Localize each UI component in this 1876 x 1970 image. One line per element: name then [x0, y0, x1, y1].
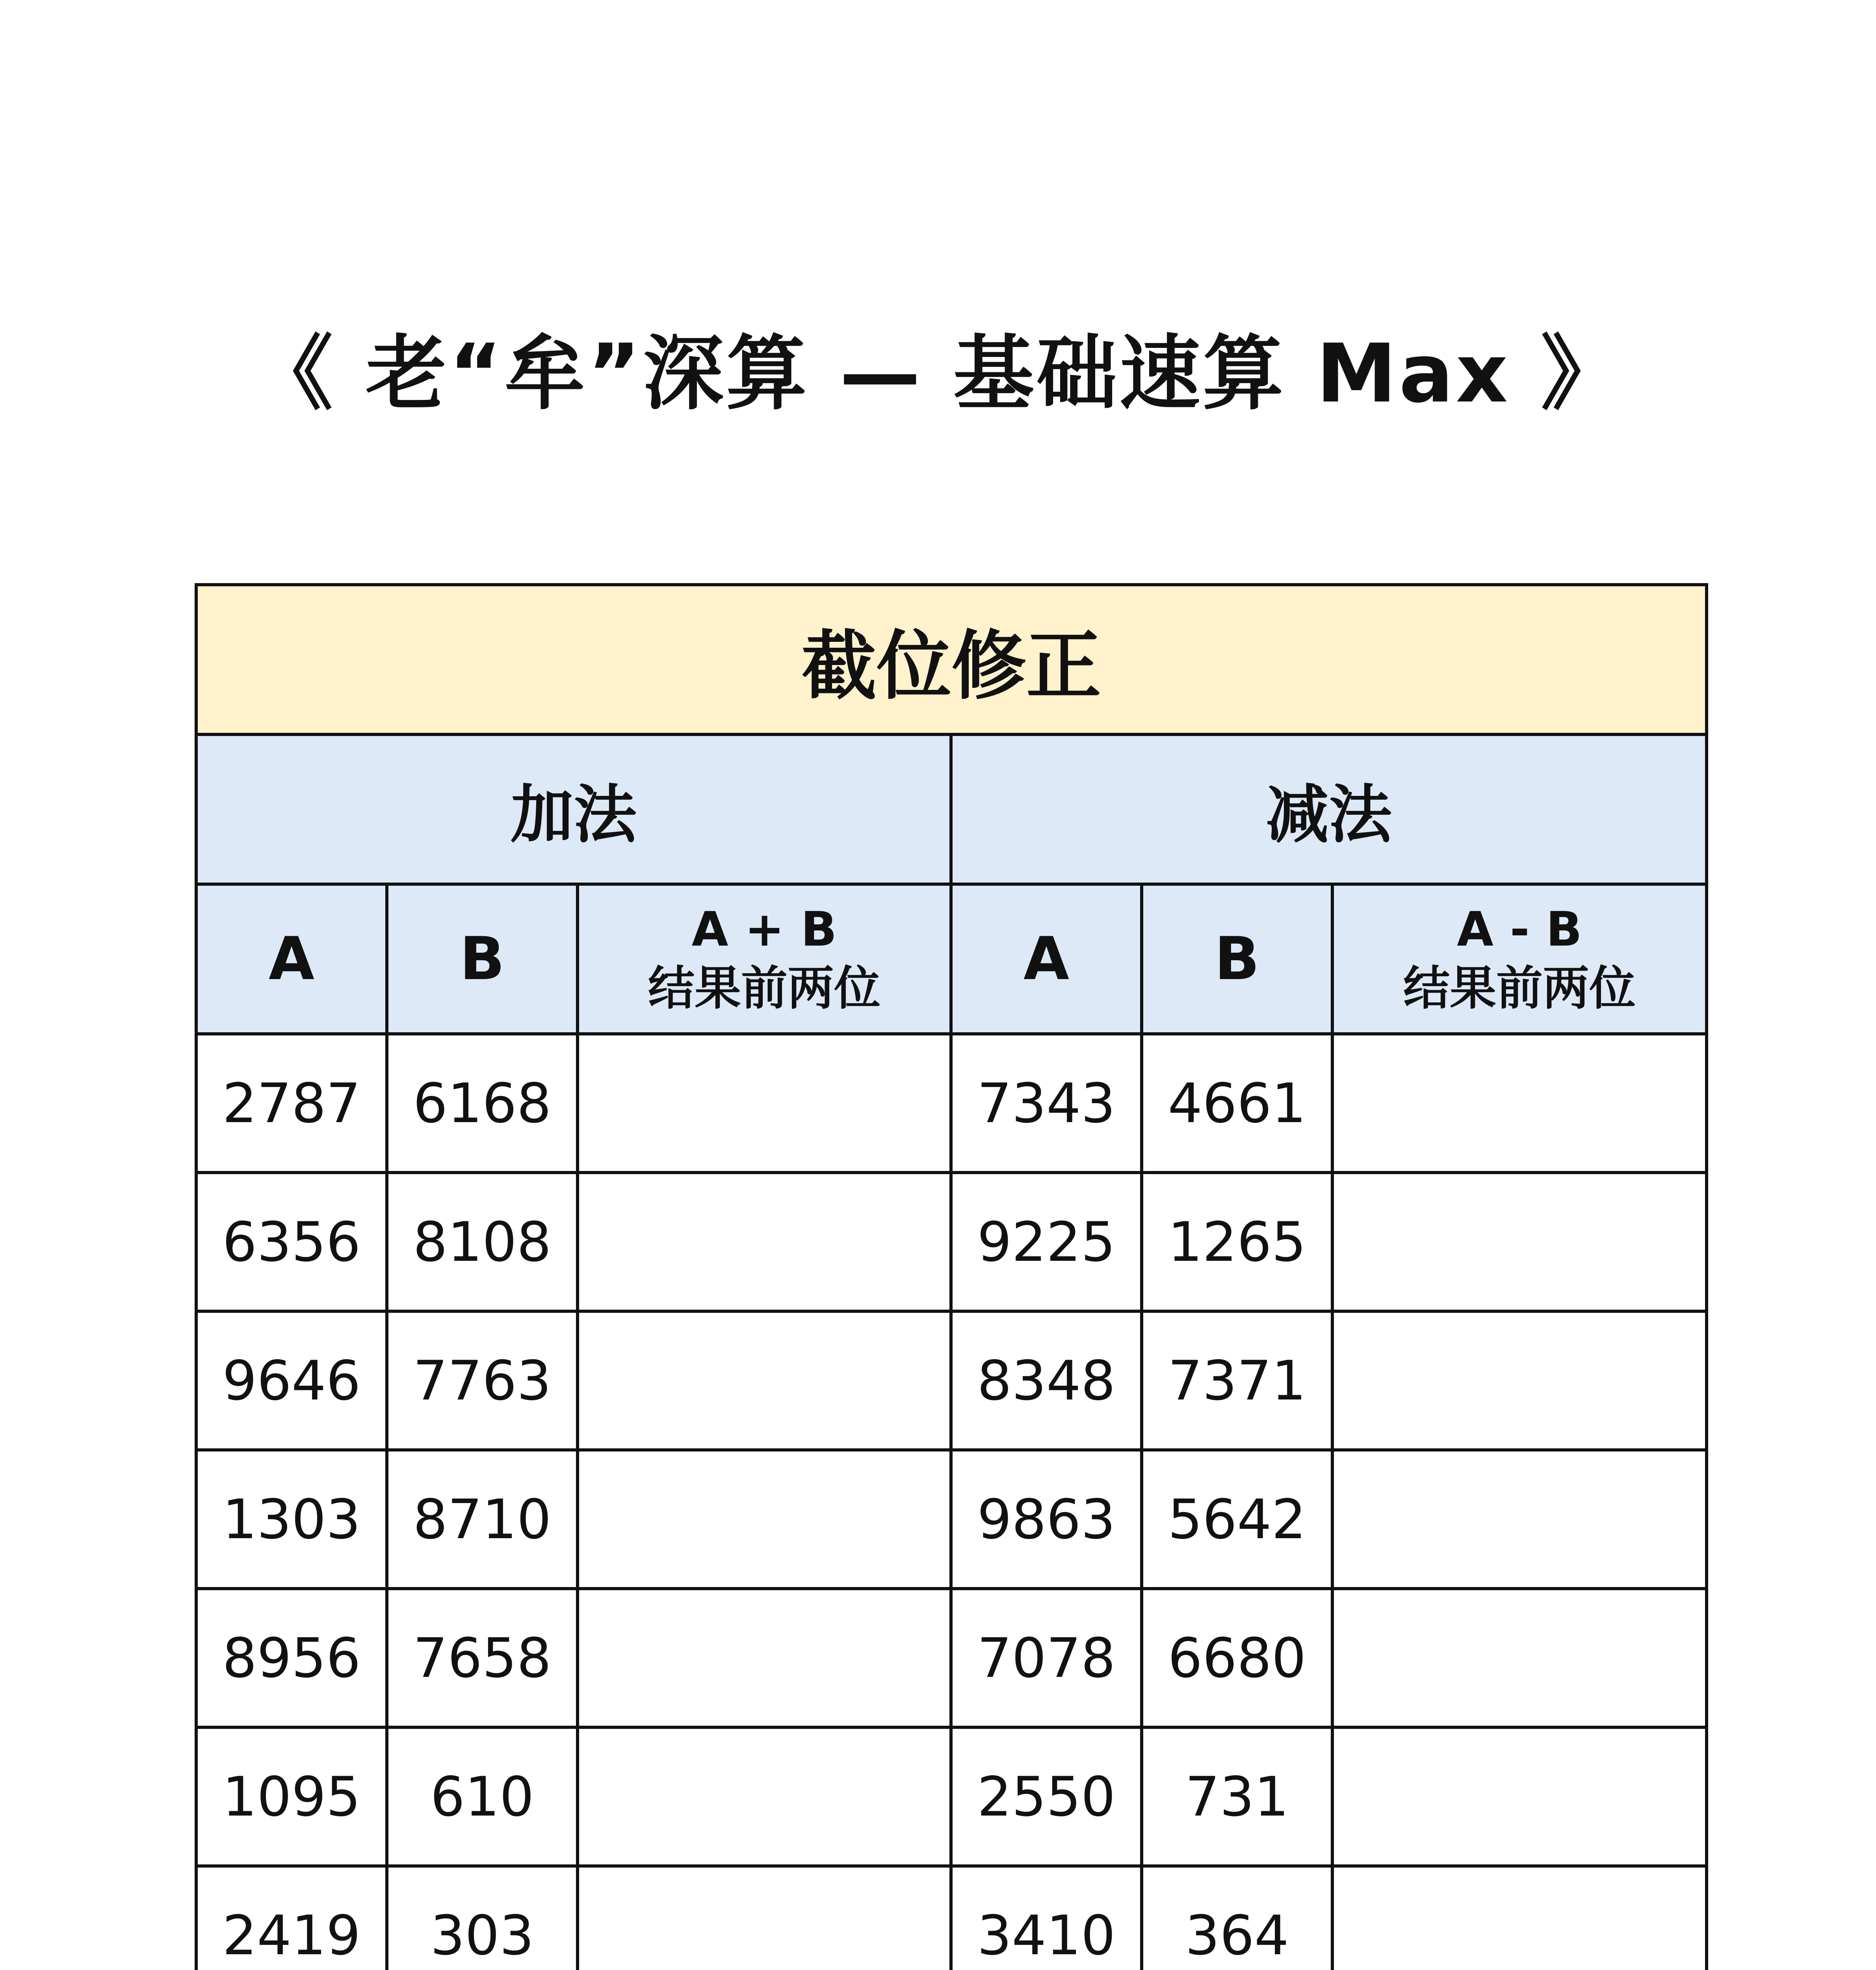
add-b-cell: 303	[387, 1866, 578, 1970]
sub-b-cell: 6680	[1142, 1589, 1332, 1727]
add-b-cell: 610	[387, 1727, 578, 1866]
sub-answer-cell[interactable]	[1332, 1311, 1707, 1450]
banner-row	[196, 585, 1707, 734]
col-header-sub-b: B	[1142, 884, 1332, 1034]
add-b-cell: 6168	[387, 1034, 578, 1173]
sub-b-cell: 7371	[1142, 1311, 1332, 1450]
add-answer-cell[interactable]	[578, 1866, 951, 1970]
table-row	[196, 1450, 1707, 1589]
add-a-cell: 8956	[196, 1589, 387, 1727]
sub-b-cell: 731	[1142, 1727, 1332, 1866]
worksheet-table	[195, 583, 1708, 1970]
sub-answer-cell[interactable]	[1332, 1727, 1707, 1866]
col-header-add-b: B	[387, 884, 578, 1034]
add-a-cell: 1095	[196, 1727, 387, 1866]
add-answer-cell[interactable]	[578, 1034, 951, 1173]
sub-a-cell: 3410	[951, 1866, 1142, 1970]
sub-b-cell: 4661	[1142, 1034, 1332, 1173]
section-addition: 加法	[196, 734, 951, 884]
add-b-cell: 8108	[387, 1173, 578, 1311]
sub-result-caption: 结果前两位	[1403, 961, 1636, 1016]
sub-operation-label: A - B	[1457, 902, 1582, 957]
add-answer-cell[interactable]	[578, 1450, 951, 1589]
add-a-cell: 2787	[196, 1034, 387, 1173]
table-row	[196, 1866, 1707, 1970]
sub-a-cell: 7343	[951, 1034, 1142, 1173]
add-answer-cell[interactable]	[578, 1727, 951, 1866]
page-title: 《 老“牟”深算 — 基础速算 Max 》	[252, 327, 1624, 421]
table-row	[196, 1034, 1707, 1173]
table-row	[196, 1173, 1707, 1311]
section-header-row	[196, 734, 1707, 884]
add-a-cell: 6356	[196, 1173, 387, 1311]
col-header-add-result	[578, 884, 951, 1034]
sub-a-cell: 9863	[951, 1450, 1142, 1589]
col-header-sub-result	[1332, 884, 1707, 1034]
add-operation-label: A + B	[691, 902, 837, 957]
section-subtraction: 减法	[951, 734, 1707, 884]
add-a-cell: 1303	[196, 1450, 387, 1589]
col-header-add-a: A	[196, 884, 387, 1034]
sub-b-cell: 1265	[1142, 1173, 1332, 1311]
sub-a-cell: 9225	[951, 1173, 1142, 1311]
add-b-cell: 7763	[387, 1311, 578, 1450]
add-b-cell: 7658	[387, 1589, 578, 1727]
add-answer-cell[interactable]	[578, 1173, 951, 1311]
add-b-cell: 8710	[387, 1450, 578, 1589]
add-answer-cell[interactable]	[578, 1589, 951, 1727]
sub-a-cell: 8348	[951, 1311, 1142, 1450]
sub-b-cell: 5642	[1142, 1450, 1332, 1589]
sub-a-cell: 7078	[951, 1589, 1142, 1727]
banner-title: 截位修正	[196, 585, 1707, 734]
add-a-cell: 9646	[196, 1311, 387, 1450]
sub-answer-cell[interactable]	[1332, 1866, 1707, 1970]
sub-b-cell: 364	[1142, 1866, 1332, 1970]
add-answer-cell[interactable]	[578, 1311, 951, 1450]
col-header-sub-a: A	[951, 884, 1142, 1034]
sub-a-cell: 2550	[951, 1727, 1142, 1866]
sub-answer-cell[interactable]	[1332, 1450, 1707, 1589]
column-header-row	[196, 884, 1707, 1034]
sub-answer-cell[interactable]	[1332, 1589, 1707, 1727]
add-a-cell: 2419	[196, 1866, 387, 1970]
sub-answer-cell[interactable]	[1332, 1173, 1707, 1311]
table-row	[196, 1727, 1707, 1866]
sub-answer-cell[interactable]	[1332, 1034, 1707, 1173]
add-result-caption: 结果前两位	[648, 961, 880, 1016]
table-row	[196, 1589, 1707, 1727]
table-row	[196, 1311, 1707, 1450]
